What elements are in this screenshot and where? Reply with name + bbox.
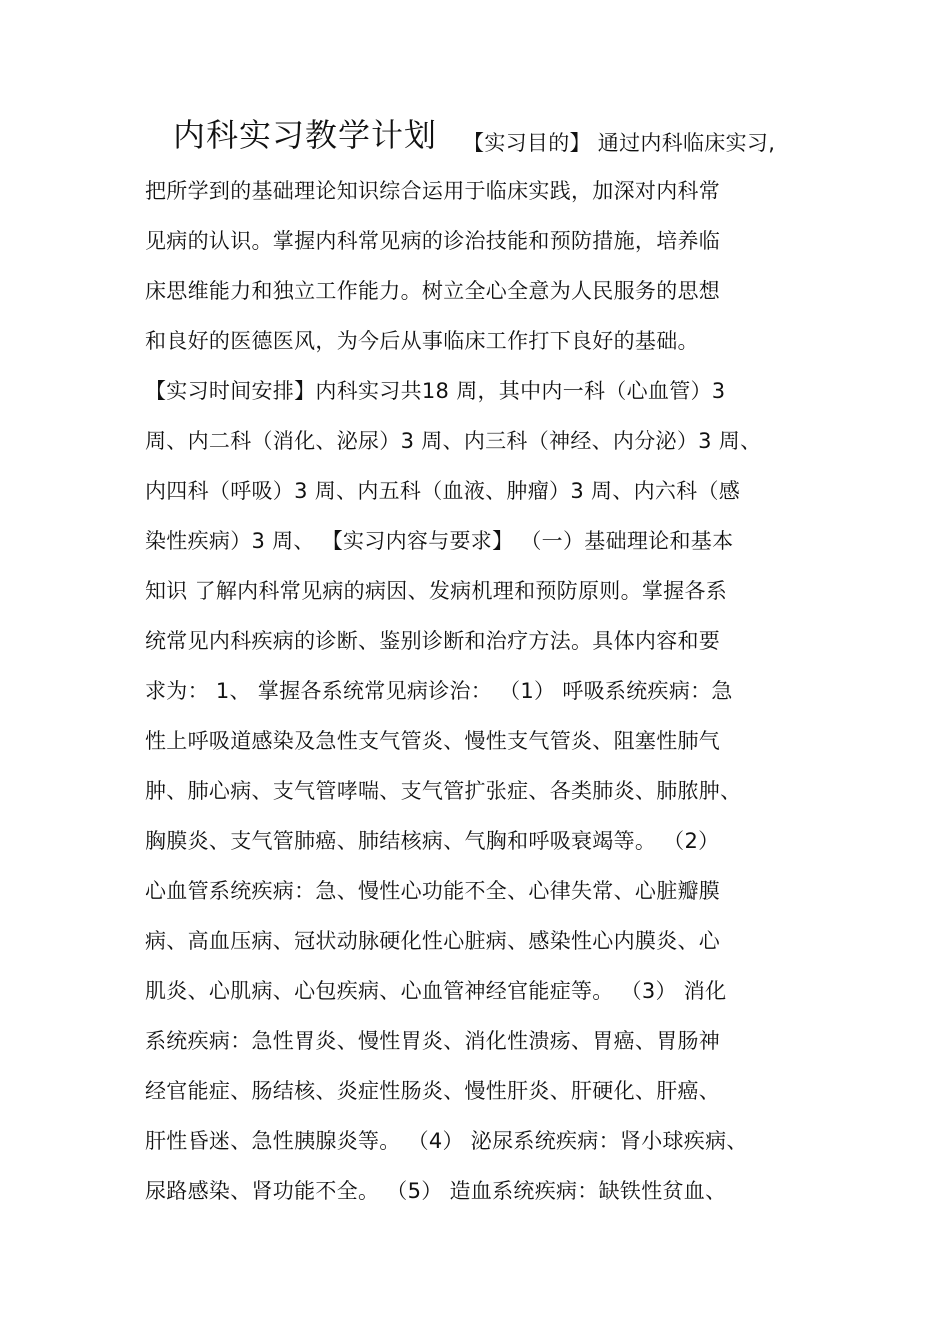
body-line: 肝性昏迷、急性胰腺炎等。 （4） 泌尿系统疾病：肾小球疾病、	[145, 1129, 748, 1153]
body-line: 经官能症、肠结核、炎症性肠炎、慢性肝炎、肝硬化、肝癌、	[145, 1079, 721, 1103]
body-line: 心血管系统疾病：急、慢性心功能不全、心律失常、心脏瓣膜	[145, 879, 721, 903]
body-line: 统常见内科疾病的诊断、鉴别诊断和治疗方法。具体内容和要	[145, 629, 721, 653]
body-line: 见病的认识。掌握内科常见病的诊治技能和预防措施，培养临	[145, 229, 721, 253]
first-line-text: 【实习目的】 通过内科临床实习,	[463, 131, 776, 155]
document-body	[145, 104, 835, 1216]
body-line: 求为： 1、 掌握各系统常见病诊治： （1） 呼吸系统疾病：急	[145, 679, 733, 703]
document-title: 内科实习教学计划	[173, 116, 438, 154]
body-line: 性上呼吸道感染及急性支气管炎、慢性支气管炎、阻塞性肺气	[145, 729, 721, 753]
body-line: 周、内二科（消化、泌尿）3 周、内三科（神经、内分泌）3 周、	[145, 429, 762, 453]
body-line: 尿路感染、肾功能不全。 （5） 造血系统疾病：缺铁性贫血、	[145, 1179, 727, 1203]
body-line: 把所学到的基础理论知识综合运用于临床实践，加深对内科常	[145, 179, 721, 203]
body-line: 胸膜炎、支气管肺癌、肺结核病、气胸和呼吸衰竭等。 （2）	[145, 829, 720, 853]
body-line: 【实习时间安排】内科实习共18 周，其中内一科（心血管）3	[145, 379, 726, 403]
body-line: 系统疾病：急性胃炎、慢性胃炎、消化性溃疡、胃癌、胃肠神	[145, 1029, 721, 1053]
body-line: 肌炎、心肌病、心包疾病、心血管神经官能症等。 （3） 消化	[145, 979, 727, 1003]
body-line: 和良好的医德医风，为今后从事临床工作打下良好的基础。	[145, 329, 699, 353]
body-line: 知识 了解内科常见病的病因、发病机理和预防原则。掌握各系	[145, 579, 728, 603]
body-line: 染性疾病）3 周、 【实习内容与要求】 （一）基础理论和基本	[145, 529, 734, 553]
body-line: 肿、肺心病、支气管哮喘、支气管扩张症、各类肺炎、肺脓肿、	[145, 779, 742, 803]
body-line: 床思维能力和独立工作能力。树立全心全意为人民服务的思想	[145, 279, 721, 303]
body-line: 内四科（呼吸）3 周、内五科（血液、肿瘤）3 周、内六科（感	[145, 479, 741, 503]
first-line	[145, 104, 835, 166]
body-line: 病、高血压病、冠状动脉硬化性心脏病、感染性心内膜炎、心	[145, 929, 721, 953]
